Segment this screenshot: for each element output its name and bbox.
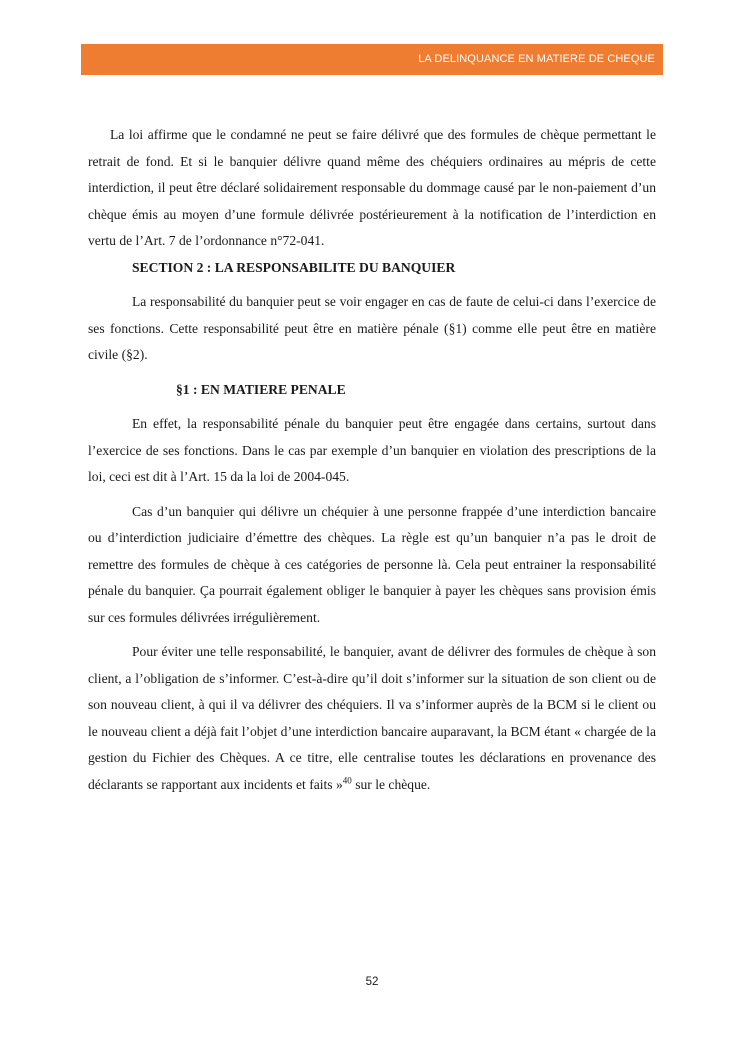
document-body (88, 122, 656, 798)
paragraph-5 (88, 639, 656, 798)
header-band (81, 44, 663, 75)
paragraph-4: Cas d’un banquier qui délivre un chéquier à une personne frappée d’une interdiction bancaire ou d’interdiction judiciaire d’émettre des chèques. La règle est qu’un banquier n’a pas le droit de remettre des formules de chèque à ces catégories de personne là. Cela peut entrainer la responsabilité pénale du banquier. Ça pourrait également obliger le banquier à payer les chèques sans provision émis sur ces formules délivrées irrégulièrement. (88, 503, 656, 625)
paragraph-5-tail: sur le chèque. (351, 776, 431, 792)
page-number: 52 (365, 976, 379, 988)
paragraph-2: La responsabilité du banquier peut se voir engager en cas de faute de celui-ci dans l’exercice de ses fonctions. Cette responsabilité peut être en matière pénale (§1) comme elle peut être en matière civile (§2). (88, 294, 656, 362)
subsection-title: §1 : EN MATIERE PENALE (176, 381, 346, 397)
paragraph-1: La loi affirme que le condamné ne peut se faire délivré que des formules de chèque permettant le retrait de fond. Et si le banquier délivre quand même des chéquiers ordinaires au mépris de cette interdiction, il peut être déclaré solidairement responsable du dommage causé par le non-paiement d’un chèque émis au moyen d’une formule délivrée postérieurement à la notification de l’interdiction en vertu de l’Art. 7 de l’ordonnance n°72-041. (88, 127, 656, 248)
footnote-ref[interactable]: 40 (342, 774, 352, 785)
paragraph-5-text: Pour éviter une telle responsabilité, le banquier, avant de délivrer des formules de chèque à son client, a l’obligation de s’informer. C’est-à-dire qu’il doit s’informer sur la situation de son client ou de son nouveau client, à qui il va délivrer des chéquiers. Il va s’informer auprès de la BCM si le client ou le nouveau client a déjà fait l’objet d’une interdiction bancaire auparavant, la BCM étant « chargée de la gestion du Fichier des Chèques. A ce titre, elle centralise toutes les déclarations en provenance des déclarants se rapportant aux incidents et faits » (88, 644, 656, 792)
section-title: SECTION 2 : LA RESPONSABILITE DU BANQUIER (132, 259, 456, 275)
header-title: LA DELINQUANCE EN MATIERE DE CHEQUE (418, 53, 655, 65)
paragraph-3: En effet, la responsabilité pénale du banquier peut être engagée dans certains, surtout dans l’exercice de ses fonctions. Dans le cas par exemple d’un banquier en violation des prescriptions de la loi, ceci est dit à l’Art. 15 da la loi de 2004-045. (88, 416, 656, 484)
